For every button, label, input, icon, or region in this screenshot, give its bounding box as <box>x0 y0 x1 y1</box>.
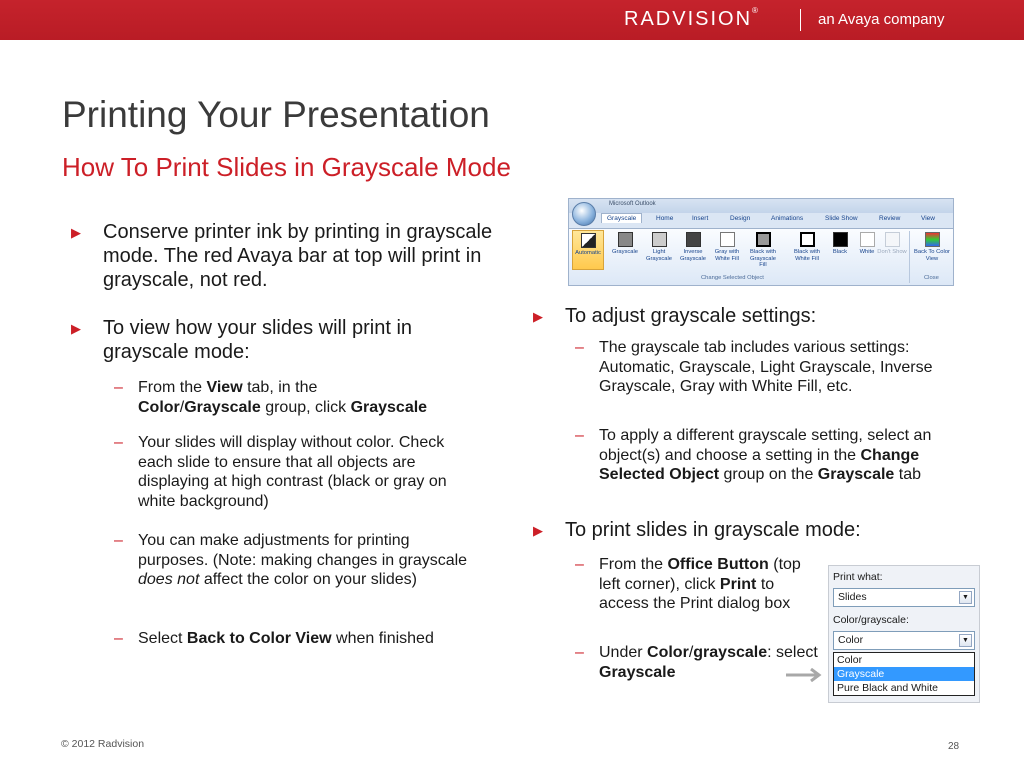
tab-animations[interactable]: Animations <box>771 215 804 222</box>
radvision-logo <box>624 8 758 31</box>
office-button-icon[interactable] <box>572 202 596 226</box>
back-to-color-icon <box>925 232 940 247</box>
option-pure-black-white[interactable]: Pure Black and White <box>837 682 938 694</box>
ribbon-button-light-grayscale[interactable] <box>643 232 675 262</box>
ribbon-group-separator <box>909 231 910 283</box>
bullet-conserve-ink <box>71 220 503 292</box>
label: Automatic <box>575 250 601 256</box>
ribbon-group-label: Close <box>924 275 939 281</box>
print-dialog-screenshot <box>828 565 980 703</box>
grayscale-tab-label: Grayscale <box>817 466 895 483</box>
dash-marker: – <box>114 379 123 396</box>
subbullet-view-tab <box>114 378 508 417</box>
change-selected-object-label: Change Selected Object <box>599 446 920 483</box>
black-grayscale-fill-icon <box>756 232 771 247</box>
bullet-text: To adjust grayscale settings: <box>565 305 817 327</box>
label: Black <box>832 249 848 255</box>
black-icon <box>833 232 848 247</box>
text: To apply a different grayscale setting, select an object(s) and choose a setting in the <box>599 427 932 464</box>
text: tab <box>894 466 921 483</box>
tab-home[interactable]: Home <box>656 215 674 222</box>
slide-subtitle: How To Print Slides in Grayscale Mode <box>62 152 511 182</box>
text: / <box>688 644 694 661</box>
text: From the <box>599 556 668 573</box>
ribbon-button-grayscale[interactable] <box>609 232 641 256</box>
text: From the <box>138 379 207 396</box>
color-grayscale-options <box>833 652 975 696</box>
text: Select <box>138 630 187 647</box>
label: Don't Show <box>877 249 907 255</box>
text: Your slides will display without color. Check each slide to ensure that all objects are displaying at high contrast (black or gray on white background) <box>138 434 447 510</box>
ribbon-body <box>569 228 953 286</box>
slide-title: Printing Your Presentation <box>62 94 490 135</box>
dash-marker: – <box>575 427 584 444</box>
office-button-label: Office Button <box>667 556 769 573</box>
text: The grayscale tab includes various settings: Automatic, Grayscale, Light Grayscale, Inverse Grayscale, Gray with White Fill, etc. <box>599 339 933 395</box>
text: group on the <box>719 466 818 483</box>
dropdown-arrow-icon[interactable]: ▼ <box>959 591 972 604</box>
color-label: Color <box>138 398 180 416</box>
view-label: View <box>206 379 243 396</box>
bullet-view-grayscale <box>71 316 503 364</box>
grayscale-label: grayscale <box>693 644 768 661</box>
automatic-icon <box>581 233 596 248</box>
text: : select <box>767 644 818 661</box>
brand-divider <box>800 9 801 31</box>
bullet-arrow-icon: ▶ <box>71 321 81 336</box>
option-grayscale[interactable]: Grayscale <box>834 667 974 681</box>
text: (top left corner), click <box>599 556 801 593</box>
ribbon-button-dont-show[interactable] <box>876 232 908 256</box>
print-what-label: Print what: <box>833 571 883 583</box>
label: Light Grayscale <box>645 249 673 262</box>
bullet-print-grayscale <box>533 518 985 542</box>
text: group, click <box>260 398 351 416</box>
dont-show-icon <box>885 232 900 247</box>
dropdown-arrow-icon[interactable]: ▼ <box>959 634 972 647</box>
subbullet-adjustments <box>114 531 483 590</box>
label: Black with White Fill <box>793 249 821 262</box>
text: to access the Print dialog box <box>599 575 791 612</box>
dash-marker: – <box>114 434 123 451</box>
text: tab, in the <box>242 379 318 396</box>
ribbon-button-black-grayscale-fill[interactable] <box>747 232 779 269</box>
gray-white-fill-icon <box>720 232 735 247</box>
tab-view[interactable]: View <box>921 215 935 222</box>
bullet-text: To view how your slides will print in grayscale mode: <box>103 317 413 363</box>
color-label: Color <box>647 644 689 661</box>
dash-marker: – <box>575 556 584 573</box>
bullet-text: Conserve printer ink by printing in grayscale mode. The red Avaya bar at top will print in grayscale, not red. <box>103 221 493 291</box>
bullet-text: To print slides in grayscale mode: <box>565 519 861 541</box>
ribbon-group-label: Change Selected Object <box>701 275 764 281</box>
ribbon-button-black-white-fill[interactable] <box>791 232 823 262</box>
text: affect the color on your slides) <box>199 571 417 588</box>
bullet-arrow-icon: ▶ <box>533 523 543 538</box>
tab-slide-show[interactable]: Slide Show <box>825 215 858 222</box>
tab-grayscale[interactable]: Grayscale <box>601 213 642 223</box>
ribbon-button-gray-white-fill[interactable] <box>711 232 743 262</box>
dash-marker: – <box>114 630 123 647</box>
label: Inverse Grayscale <box>679 249 707 262</box>
option-color[interactable]: Color <box>837 654 863 666</box>
registered-mark: ® <box>752 6 758 15</box>
ribbon-window-title: Microsoft Outlook <box>609 201 656 207</box>
ribbon-titlebar <box>569 199 953 213</box>
label: White <box>859 249 875 255</box>
print-what-select[interactable] <box>833 588 975 607</box>
subbullet-back-to-color <box>114 629 468 649</box>
inverse-grayscale-icon <box>686 232 701 247</box>
text: You can make adjustments for printing purposes. (Note: making changes in grayscale <box>138 532 468 569</box>
tab-design[interactable]: Design <box>730 215 751 222</box>
back-to-color-label: Back to Color View <box>186 630 332 647</box>
tab-review[interactable]: Review <box>879 215 901 222</box>
label: Black with Grayscale Fill <box>749 249 777 268</box>
bullet-arrow-icon: ▶ <box>533 309 543 324</box>
page-number: 28 <box>948 741 960 752</box>
white-icon <box>860 232 875 247</box>
color-grayscale-value: Color <box>838 634 864 646</box>
grayscale-ribbon-screenshot <box>568 198 954 286</box>
black-white-fill-icon <box>800 232 815 247</box>
text: when finished <box>331 630 434 647</box>
grayscale-label: Grayscale <box>184 398 261 416</box>
text: / <box>179 398 185 416</box>
bullet-arrow-icon: ▶ <box>71 225 81 240</box>
tab-insert[interactable]: Insert <box>692 215 709 222</box>
subbullet-apply-setting <box>575 426 959 485</box>
subbullet-display-no-color <box>114 433 478 511</box>
subbullet-grayscale-tab <box>575 338 939 397</box>
ribbon-button-back-to-color[interactable] <box>913 232 951 262</box>
label: Back To Color View <box>914 249 950 262</box>
print-what-value: Slides <box>838 591 867 603</box>
bullet-adjust-settings <box>533 304 965 328</box>
grayscale-button-label: Grayscale <box>350 398 428 416</box>
dash-marker: – <box>575 644 584 661</box>
light-grayscale-icon <box>652 232 667 247</box>
subbullet-office-button <box>575 555 821 614</box>
brand-tagline: an Avaya company <box>818 11 945 28</box>
emphasis: does not <box>138 571 200 588</box>
ribbon-button-inverse-grayscale[interactable] <box>677 232 709 262</box>
footer-copyright: © 2012 Radvision <box>61 738 145 750</box>
label: Gray with White Fill <box>714 249 740 262</box>
pointer-arrow-icon <box>786 668 824 682</box>
color-grayscale-label: Color/grayscale: <box>833 614 909 626</box>
grayscale-icon <box>618 232 633 247</box>
print-label: Print <box>719 575 757 593</box>
text: Under <box>599 644 648 661</box>
label: Grayscale <box>611 249 639 255</box>
dash-marker: – <box>114 532 123 549</box>
color-grayscale-select[interactable] <box>833 631 975 650</box>
ribbon-tabs <box>599 215 949 228</box>
dash-marker: – <box>575 339 584 356</box>
grayscale-option-label: Grayscale <box>599 663 676 681</box>
header-bar <box>0 0 1024 40</box>
brand-text: RADVISION <box>624 8 753 30</box>
ribbon-button-automatic[interactable] <box>572 230 604 270</box>
